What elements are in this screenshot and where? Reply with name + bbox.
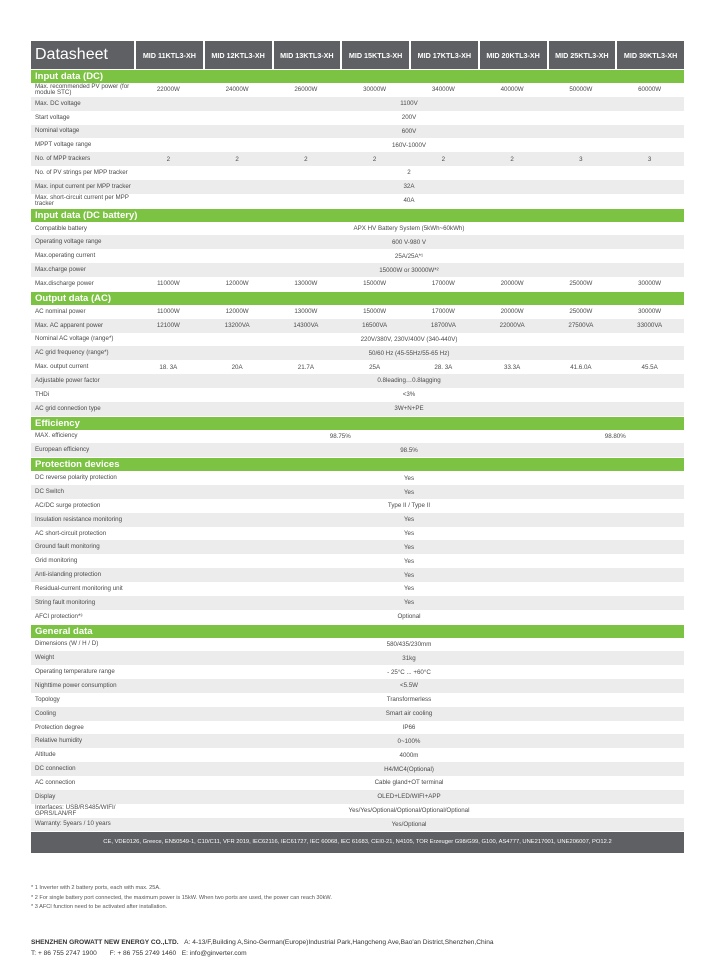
row-label: Ground fault monitoring — [35, 543, 100, 551]
table-row — [31, 346, 684, 360]
table-row — [31, 513, 684, 527]
row-label: Nighttime power consumption — [35, 681, 117, 689]
table-row — [31, 582, 684, 596]
cell-value: Transformerless — [386, 696, 432, 704]
cell-value: 41.6.0A — [570, 363, 592, 371]
cell-value: 33.3A — [504, 363, 521, 371]
table-row — [31, 693, 684, 707]
table-row — [31, 818, 684, 832]
model-header: MID 20KTL3-XH — [480, 41, 547, 69]
cell-value: 13000W — [294, 308, 318, 316]
cell-value: 15000W — [363, 280, 387, 288]
cell-value: 2 — [510, 155, 514, 163]
section-heading: Efficiency — [31, 417, 684, 430]
table-row — [31, 152, 684, 166]
cell-value: 13200VA — [224, 322, 250, 330]
cell-value: 3 — [579, 155, 583, 163]
cell-value: 2 — [441, 155, 446, 163]
row-label: String fault monitoring — [35, 598, 96, 606]
cell-value: 50/60 Hz (45-55Hz/55-65 Hz) — [368, 349, 450, 357]
company-tel: T: + 86 755 2747 1900 — [31, 950, 97, 957]
table-row — [31, 249, 684, 263]
table-row — [31, 194, 684, 208]
company-address: A: 4-13/F,Building A,Sino-German(Europe)Industrial Park,Hangcheng Ave,Bao'an District,Shenzhen,China — [184, 939, 494, 946]
table-row — [31, 638, 684, 652]
table-row — [31, 235, 684, 249]
row-label: Anti-islanding protection — [35, 571, 102, 579]
table-row — [31, 430, 684, 444]
cell-value: Optional — [397, 613, 421, 621]
row-label: No. of MPP trackers — [35, 155, 91, 163]
row-label: Max. short-circuit current per MPP tracker — [35, 193, 129, 207]
cell-value: 220V/380V, 230V/400V (340-440V) — [360, 335, 458, 343]
row-label: Weight — [35, 654, 55, 662]
table-body — [31, 70, 684, 831]
cell-value: OLED+LED/WIFI+APP — [377, 793, 441, 801]
cell-value: Yes — [403, 488, 415, 496]
cell-value: 600 V-980 V — [391, 238, 427, 246]
row-label: Max. DC voltage — [35, 99, 81, 107]
row-label: Max. recommended PV power (for module STC) — [35, 82, 130, 96]
cell-value: 22000W — [156, 86, 180, 94]
row-label: DC Switch — [35, 488, 64, 496]
table-row — [31, 568, 684, 582]
table-row — [31, 277, 684, 291]
row-label: Display — [35, 792, 56, 800]
cell-value: 2 — [166, 155, 171, 163]
row-label: Max. input current per MPP tracker — [35, 182, 131, 190]
row-label: AC connection — [35, 778, 76, 786]
model-header: MID 11KTL3-XH — [136, 41, 203, 69]
cell-value: 0~100% — [397, 737, 421, 745]
row-label: Dimensions (W / H / D) — [35, 640, 99, 648]
table-row — [31, 485, 684, 499]
section-heading: Protection devices — [31, 458, 684, 471]
row-label: AC grid frequency (range*) — [35, 349, 109, 357]
cell-value: Yes — [403, 516, 415, 524]
table-row — [31, 540, 684, 554]
row-label: THDi — [35, 390, 50, 398]
cell-value: 2 — [235, 155, 239, 163]
cell-value: Cable gland+OT terminal — [374, 779, 444, 787]
cell-value: H4/MC4(Optional) — [384, 765, 434, 773]
table-row — [31, 790, 684, 804]
cell-value: 600V — [401, 127, 417, 135]
cell-value: 32A — [403, 183, 415, 191]
cell-value: 20000W — [500, 280, 524, 288]
model-header: MID 15KTL3-XH — [342, 41, 409, 69]
table-row — [31, 97, 684, 111]
cell-value: 26000W — [294, 86, 318, 94]
table-row — [31, 554, 684, 568]
cell-value: 2 — [304, 155, 308, 163]
footnotes — [31, 884, 332, 913]
table-row — [31, 748, 684, 762]
cell-value: 40A — [403, 197, 415, 205]
cell-value: Yes — [403, 530, 415, 538]
cell-value: Yes — [403, 474, 415, 482]
row-label: European efficiency — [35, 446, 90, 454]
cell-value: 31kg — [402, 654, 416, 662]
table-row — [31, 443, 684, 457]
model-header: MID 13KTL3-XH — [274, 41, 341, 69]
cell-value: 11000W — [157, 280, 180, 288]
cell-value: Yes/Optional — [391, 820, 427, 828]
company-fax: F: + 86 755 2749 1460 — [109, 950, 177, 957]
cell-value: Type II / Type II — [387, 502, 431, 510]
cell-value: 40000W — [500, 86, 524, 94]
cell-value: 98.75% — [329, 432, 351, 440]
table-row — [31, 596, 684, 610]
table-row — [31, 776, 684, 790]
cell-value: 98.80% — [604, 432, 626, 440]
table-row — [31, 388, 684, 402]
page-title: Datasheet — [31, 41, 134, 69]
table-row — [31, 180, 684, 194]
table-row — [31, 665, 684, 679]
table-row — [31, 734, 684, 748]
cell-value: 20A — [231, 363, 243, 371]
cell-value: IP66 — [402, 724, 416, 732]
cell-value: 30000W — [638, 308, 662, 316]
row-label: Grid monitoring — [35, 557, 78, 565]
cell-value: 33000VA — [637, 322, 663, 330]
cell-value: 17000W — [431, 308, 455, 316]
table-row — [31, 707, 684, 721]
cell-value: 14300VA — [293, 322, 319, 330]
cell-value: 13000W — [294, 280, 318, 288]
model-header: MID 17KTL3-XH — [411, 41, 478, 69]
row-label: Start voltage — [35, 113, 70, 121]
cell-value: 580/435/230mm — [386, 640, 432, 648]
section-heading: General data — [31, 625, 684, 638]
cell-value: 25A/25A*¹ — [394, 252, 424, 260]
cell-value: 98.5% — [400, 446, 418, 454]
row-label: Max. output current — [35, 363, 89, 371]
cell-value: 25A — [369, 363, 381, 371]
row-label: MPPT voltage range — [35, 141, 92, 149]
cell-value: 18700VA — [430, 322, 456, 330]
footnote: * 2 For single battery port connected, the maximum power is 15kW. When two ports are used, the power can reach 30kW. — [31, 894, 332, 901]
model-header: MID 30KTL3-XH — [617, 41, 684, 69]
row-label: Max.charge power — [35, 266, 86, 274]
cell-value: 3W+N+PE — [394, 405, 424, 413]
table-row — [31, 319, 684, 333]
cell-value: 24000W — [225, 86, 249, 94]
footnote: * 1 Inverter with 2 battery ports, each with max. 25A. — [31, 885, 161, 891]
cell-value: 200V — [401, 114, 417, 122]
row-label: Max.operating current — [35, 252, 96, 260]
section-heading: Input data (DC) — [31, 70, 684, 83]
cell-value: - 25°C ... +60°C — [387, 668, 431, 676]
table-row — [31, 374, 684, 388]
cell-value: 2 — [372, 155, 377, 163]
table-row — [31, 610, 684, 624]
cell-value: 12000W — [225, 280, 249, 288]
section-heading: Input data (DC battery) — [31, 209, 684, 222]
cell-value: 22000VA — [499, 322, 525, 330]
cell-value: 12100W — [156, 322, 180, 330]
cell-value: Yes — [403, 571, 415, 579]
table-row — [31, 651, 684, 665]
cell-value: 18. 3A — [159, 363, 178, 371]
cell-value: 0.8leading…0.8lagging — [377, 377, 441, 385]
cell-value: 60000W — [638, 86, 662, 94]
row-label: MAX. efficiency — [35, 432, 78, 440]
row-label: Max.discharge power — [35, 279, 94, 287]
table-row — [31, 679, 684, 693]
cell-value: Smart air cooling — [385, 710, 433, 718]
cell-value: 16500VA — [362, 322, 388, 330]
cell-value: 4000m — [399, 751, 419, 759]
table-row — [31, 804, 684, 818]
row-label: AC/DC surge protection — [35, 501, 101, 509]
cell-value: 160V-1000V — [391, 141, 427, 149]
cell-value: Yes/Yes/Optional/Optional/Optional/Optional — [348, 807, 470, 815]
cell-value: Yes — [403, 543, 415, 551]
cell-value: 27500VA — [568, 322, 594, 330]
cell-value: 34000W — [431, 86, 455, 94]
cell-value: Yes — [403, 585, 415, 593]
cell-value: 28. 3A — [434, 363, 453, 371]
row-label: Operating voltage range — [35, 238, 102, 246]
row-label: Altitude — [35, 751, 56, 759]
table-row — [31, 499, 684, 513]
table-row — [31, 166, 684, 180]
datasheet-table — [31, 41, 684, 853]
table-row — [31, 111, 684, 125]
cell-value: 1100V — [400, 100, 418, 108]
row-label: Warranty: 5years / 10 years — [35, 820, 111, 828]
row-label: Max. AC apparent power — [35, 321, 104, 329]
cell-value: 25000W — [569, 280, 593, 288]
section-heading: Output data (AC) — [31, 292, 684, 305]
table-row — [31, 222, 684, 236]
row-label: Nominal AC voltage (range*) — [35, 335, 114, 343]
row-label: Topology — [35, 695, 60, 703]
table-row — [31, 125, 684, 139]
cell-value: 11000W — [157, 308, 180, 316]
table-row — [31, 527, 684, 541]
cell-value: <5.5W — [399, 682, 419, 690]
row-label: AC short-circuit protection — [35, 529, 107, 537]
cell-value: 50000W — [569, 86, 593, 94]
cell-value: 30000W — [638, 280, 662, 288]
table-row — [31, 360, 684, 374]
table-header — [31, 41, 684, 69]
cell-value: 12000W — [225, 308, 249, 316]
row-label: Adjustable power factor — [35, 376, 100, 384]
row-label: Interfaces: USB/RS485/WIFI/ GPRS/LAN/RF — [35, 803, 116, 817]
row-label: AFCI protection*³ — [35, 612, 83, 620]
cell-value: <3% — [402, 391, 416, 399]
cell-value: 17000W — [431, 280, 455, 288]
cell-value: 20000W — [500, 308, 524, 316]
row-label: Nominal voltage — [35, 127, 80, 135]
table-row — [31, 83, 684, 97]
row-label: No. of PV strings per MPP tracker — [35, 168, 128, 176]
table-row — [31, 138, 684, 152]
model-header: MID 12KTL3-XH — [205, 41, 272, 69]
table-row — [31, 305, 684, 319]
table-row — [31, 402, 684, 416]
row-label: Operating temperature range — [35, 668, 115, 676]
cell-value: 30000W — [363, 86, 387, 94]
row-label: Relative humidity — [35, 737, 83, 745]
row-label: Cooling — [35, 709, 56, 717]
cell-value: 3 — [647, 155, 652, 163]
table-row — [31, 721, 684, 735]
certifications: CE, VDE0126, Greece, EN50549-1, C10/C11, VFR 2019, IEC62116, IEC61727, IEC 60068, IEC 61683, CEI0-21, N4105, TOR Erzeuger G98/G99, G100, AS4777, UNE217001, UNE206007, PO12.2 — [31, 832, 684, 853]
company-name: SHENZHEN GROWATT NEW ENERGY CO.,LTD. — [31, 939, 179, 946]
cell-value: APX HV Battery System (5kWh~60kWh) — [353, 225, 465, 233]
cell-value: 2 — [407, 169, 411, 177]
row-label: Protection degree — [35, 723, 84, 731]
row-label: Residual-current monitoring unit — [35, 584, 123, 592]
cell-value: 21.7A — [297, 363, 314, 371]
row-label: Insulation resistance monitoring — [35, 515, 123, 523]
cell-value: 15000W or 30000W*² — [379, 266, 439, 274]
row-label: AC nominal power — [35, 307, 86, 315]
cell-value: 15000W — [363, 308, 387, 316]
cell-value: 25000W — [569, 308, 593, 316]
table-row — [31, 762, 684, 776]
table-row — [31, 333, 684, 347]
row-label: AC grid connection type — [35, 404, 101, 412]
footnote: * 3 AFCI function need to be activated after installation. — [31, 904, 168, 910]
cell-value: Yes — [403, 599, 415, 607]
cell-value: Yes — [403, 557, 415, 565]
cell-value: 45.5A — [641, 363, 658, 371]
company-email: E: info@ginverter.com — [181, 950, 247, 957]
row-label: DC reverse polarity protection — [35, 474, 117, 482]
model-header: MID 25KTL3-XH — [549, 41, 616, 69]
table-row — [31, 263, 684, 277]
row-label: DC connection — [35, 765, 76, 773]
table-row — [31, 471, 684, 485]
row-label: Compatible battery — [35, 224, 87, 232]
company-info — [31, 937, 494, 959]
